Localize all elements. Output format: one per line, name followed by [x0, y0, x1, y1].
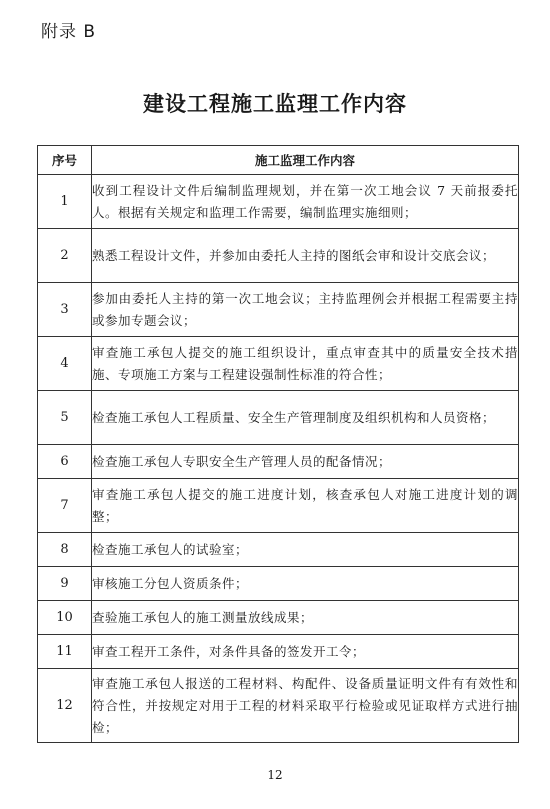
work-content-table — [37, 145, 519, 743]
row-content: 检查施工承包人的试验室； — [92, 533, 519, 567]
header-content: 施工监理工作内容 — [92, 146, 519, 175]
page-number: 12 — [267, 768, 283, 782]
row-content: 审查施工承包人提交的施工组织设计，重点审查其中的质量安全技术措施、专项施工方案与工程建设强制性标准的符合性； — [92, 337, 519, 391]
table-row — [38, 635, 519, 669]
row-number: 7 — [38, 479, 92, 533]
table-row — [38, 601, 519, 635]
document-title: 建设工程施工监理工作内容 — [143, 91, 407, 116]
table-row — [38, 567, 519, 601]
row-number: 11 — [38, 635, 92, 669]
row-number: 3 — [38, 283, 92, 337]
row-content: 审查施工承包人提交的施工进度计划，核查承包人对施工进度计划的调整； — [92, 479, 519, 533]
row-number: 5 — [38, 391, 92, 445]
row-content: 检查施工承包人专职安全生产管理人员的配备情况； — [92, 445, 519, 479]
row-content: 熟悉工程设计文件，并参加由委托人主持的图纸会审和设计交底会议； — [92, 229, 519, 283]
table-row — [38, 391, 519, 445]
row-content: 检查施工承包人工程质量、安全生产管理制度及组织机构和人员资格； — [92, 391, 519, 445]
header-number: 序号 — [38, 146, 92, 175]
row-content: 审查施工承包人报送的工程材料、构配件、设备质量证明文件有有效性和符合性，并按规定对用于工程的材料采取平行检验或见证取样方式进行抽检； — [92, 669, 519, 743]
table-header-row — [38, 146, 519, 175]
table-row — [38, 283, 519, 337]
row-number: 12 — [38, 669, 92, 743]
row-number: 6 — [38, 445, 92, 479]
table-row — [38, 229, 519, 283]
table-row — [38, 337, 519, 391]
row-content: 审核施工分包人资质条件； — [92, 567, 519, 601]
row-number: 2 — [38, 229, 92, 283]
row-number: 8 — [38, 533, 92, 567]
table-row — [38, 445, 519, 479]
row-number: 4 — [38, 337, 92, 391]
row-content: 参加由委托人主持的第一次工地会议；主持监理例会并根据工程需要主持或参加专题会议； — [92, 283, 519, 337]
row-number: 10 — [38, 601, 92, 635]
table-row — [38, 479, 519, 533]
table-row — [38, 669, 519, 743]
table-row — [38, 175, 519, 229]
row-content: 审查工程开工条件，对条件具备的签发开工令； — [92, 635, 519, 669]
table-row — [38, 533, 519, 567]
row-number: 1 — [38, 175, 92, 229]
row-content: 收到工程设计文件后编制监理规划，并在第一次工地会议 7 天前报委托人。根据有关规定和监理工作需要，编制监理实施细则； — [92, 175, 519, 229]
appendix-label: 附录 B — [41, 22, 97, 42]
row-number: 9 — [38, 567, 92, 601]
row-content: 查验施工承包人的施工测量放线成果； — [92, 601, 519, 635]
